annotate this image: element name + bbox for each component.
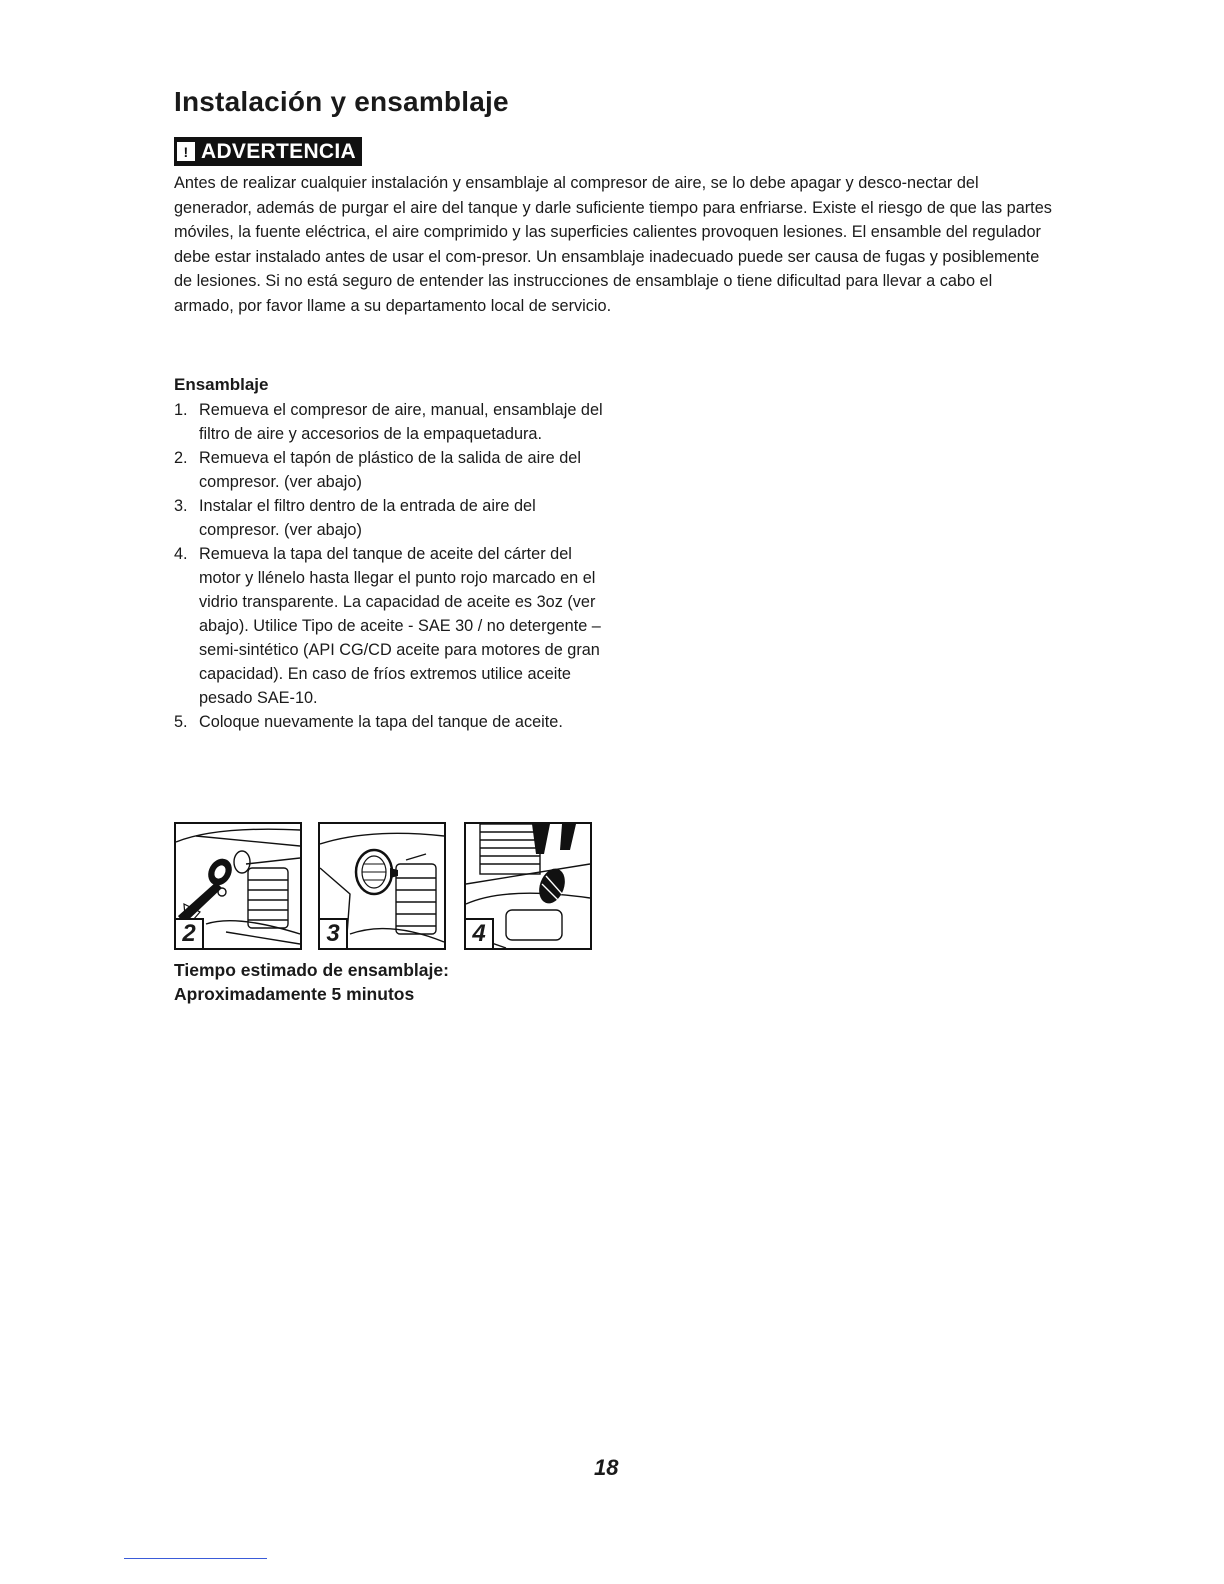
warning-text: Antes de realizar cualquier instalación y ensamblaje al compresor de aire, se lo debe apagar y desco-nectar del generador, además de purgar el aire del tanque y darle suficiente tiempo para enfriarse. Existe el riesgo de que las partes móviles, la fuente eléctrica, el aire comprimido y las superficies calientes provoquen lesiones. El ensamble del regulador debe estar instalado antes de usar el com-presor. Un ensamblaje inadecuado puede ser causa de fugas y posiblemente de lesiones. Si no está seguro de entender las instrucciones de ensamblaje o tiene dificultad para llevar a cabo el armado, por favor llame a su departamento local de servicio. xyxy=(174,174,1052,315)
warning-label xyxy=(174,137,362,166)
assembly-time-line-2: Aproximadamente 5 minutos xyxy=(174,984,415,1004)
figure-number: 3 xyxy=(320,918,348,948)
assembly-heading: Ensamblaje xyxy=(174,375,269,394)
step-5 xyxy=(174,710,604,734)
step-number: 2. xyxy=(174,449,188,467)
step-text: Remueva el tapón de plástico de la salida de aire del compresor. (ver abajo) xyxy=(199,449,581,491)
figure-number: 4 xyxy=(466,918,494,948)
warning-label-text: ADVERTENCIA xyxy=(201,139,356,163)
figure-fill-oil xyxy=(464,822,592,950)
step-number: 5. xyxy=(174,713,188,731)
step-3 xyxy=(174,494,604,542)
footer-rule xyxy=(124,1558,267,1559)
page-number: 18 xyxy=(594,1455,619,1480)
figure-install-filter xyxy=(318,822,446,950)
step-1 xyxy=(174,398,604,446)
step-number: 4. xyxy=(174,545,188,563)
step-number: 1. xyxy=(174,401,188,419)
step-4 xyxy=(174,542,604,710)
step-2 xyxy=(174,446,604,494)
assembly-time xyxy=(174,958,449,1006)
step-text: Remueva el compresor de aire, manual, ensamblaje del filtro de aire y accesorios de la empaquetadura. xyxy=(199,401,603,443)
assembly-steps xyxy=(174,398,604,734)
figure-number: 2 xyxy=(176,918,204,948)
step-text: Instalar el filtro dentro de la entrada de aire del compresor. (ver abajo) xyxy=(199,497,536,539)
step-number: 3. xyxy=(174,497,188,515)
page-title: Instalación y ensamblaje xyxy=(174,86,509,117)
assembly-time-line-1: Tiempo estimado de ensamblaje: xyxy=(174,960,449,980)
step-text: Coloque nuevamente la tapa del tanque de aceite. xyxy=(199,713,563,731)
alert-icon: ! xyxy=(177,142,195,161)
figure-remove-plug xyxy=(174,822,302,950)
step-text: Remueva la tapa del tanque de aceite del cárter del motor y llénelo hasta llegar el punto rojo marcado en el vidrio transparente. La capacidad de aceite es 3oz (ver abajo). Utilice Tipo de aceite - SAE 30 / no detergente – semi-sintético (API CG/CD aceite para motores de gran capacidad). En caso de fríos extremos utilice aceite pesado SAE-10. xyxy=(199,545,601,707)
